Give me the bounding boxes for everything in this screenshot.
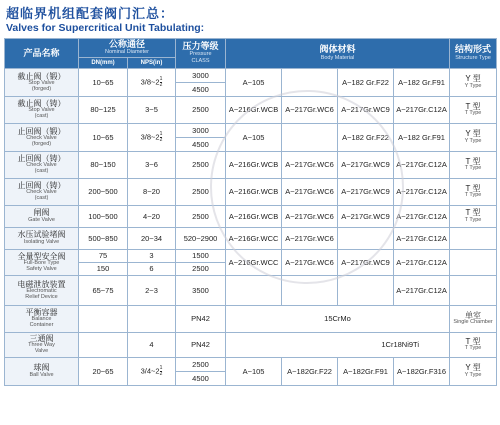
product-name: 球阀 Ball Valve bbox=[5, 358, 79, 386]
nps-cell: 4 bbox=[128, 333, 176, 358]
product-name: 电磁泄放装置 Electromatic Relief Device bbox=[5, 276, 79, 306]
pressure-cell: 4500 bbox=[176, 372, 226, 386]
table-row bbox=[5, 69, 497, 83]
fraction: $\frac{1}{2}$ bbox=[159, 131, 163, 143]
table-row bbox=[5, 152, 497, 179]
pressure-cell: 4500 bbox=[176, 138, 226, 152]
pressure-cell: PN42 bbox=[176, 333, 226, 358]
dn-cell: 200~500 bbox=[79, 179, 128, 206]
structure-cell bbox=[450, 276, 497, 306]
product-name: 全量型安全阀 Full-Bore Type Safety Valve bbox=[5, 250, 79, 276]
structure-cell: Y 型 Y Type bbox=[450, 124, 497, 152]
product-name: 平衡容器 Balance Container bbox=[5, 306, 79, 333]
nps-cell: 3/8~2 $\frac{1}{2}$ bbox=[128, 69, 176, 97]
material-cell bbox=[282, 276, 338, 306]
product-name: 止回阀（铸） Check Valve (cast) bbox=[5, 179, 79, 206]
pressure-cell: 2500 bbox=[176, 152, 226, 179]
material-cell: A~216Gr.WCC bbox=[226, 250, 282, 276]
material-cell: A~217Gr.WC9 bbox=[338, 97, 394, 124]
table-row bbox=[5, 306, 497, 333]
material-cell: A~182 Gr.F91 bbox=[394, 124, 450, 152]
material-cell bbox=[282, 124, 338, 152]
page-title: 超临界机组配套阀门汇总： bbox=[6, 6, 175, 21]
material-cell: A~217Gr.WC6 bbox=[282, 250, 338, 276]
material-cell: A~217Gr.WC9 bbox=[338, 250, 394, 276]
dn-cell: 80~125 bbox=[79, 97, 128, 124]
material-cell: A~217Gr.C12A bbox=[394, 179, 450, 206]
material-cell: A~105 bbox=[226, 358, 282, 386]
product-name: 闸阀 Gate Valve bbox=[5, 206, 79, 228]
material-cell: 1Cr18Ni9Ti bbox=[226, 333, 450, 358]
material-cell: A~182 Gr.F91 bbox=[394, 69, 450, 97]
nps-cell: 2~3 bbox=[128, 276, 176, 306]
material-cell: 15CrMo bbox=[226, 306, 450, 333]
material-cell bbox=[338, 276, 394, 306]
table-row bbox=[5, 358, 497, 372]
material-cell: A~217Gr.C12A bbox=[394, 250, 450, 276]
material-cell: A~216Gr.WCB bbox=[226, 97, 282, 124]
product-name: 截止阀（锻） Stop Valve (forged) bbox=[5, 69, 79, 97]
dn-cell: 80~150 bbox=[79, 152, 128, 179]
material-cell: A~216Gr.WCC bbox=[226, 228, 282, 250]
dn-cell: 10~65 bbox=[79, 69, 128, 97]
table-row bbox=[5, 124, 497, 138]
pressure-cell: 1500 bbox=[176, 250, 226, 263]
material-cell: A~217Gr.WC9 bbox=[338, 206, 394, 228]
nps-cell: 3/4~2 $\frac{1}{2}$ bbox=[128, 358, 176, 386]
table-row bbox=[5, 179, 497, 206]
header-product: 产品名称 bbox=[5, 39, 79, 69]
header-structure: 结构形式 Structure Type bbox=[450, 39, 497, 69]
nps-cell: 8~20 bbox=[128, 179, 176, 206]
material-cell: A~217Gr.WC6 bbox=[282, 152, 338, 179]
material-cell: A~182Gr.F91 bbox=[338, 358, 394, 386]
pressure-cell: PN42 bbox=[176, 306, 226, 333]
material-cell: A~217Gr.C12A bbox=[394, 228, 450, 250]
material-cell: A~216Gr.WCB bbox=[226, 152, 282, 179]
structure-cell: T 型 T Type bbox=[450, 97, 497, 124]
dn-cell: 150 bbox=[79, 263, 128, 276]
material-cell: A~217Gr.C12A bbox=[394, 206, 450, 228]
material-cell: A~217Gr.C12A bbox=[394, 97, 450, 124]
dn-cell: 65~75 bbox=[79, 276, 128, 306]
pressure-cell: 2500 bbox=[176, 206, 226, 228]
nps-cell: 3/8~2 $\frac{1}{2}$ bbox=[128, 124, 176, 152]
pressure-cell: 520~2900 bbox=[176, 228, 226, 250]
nps-cell: 20~34 bbox=[128, 228, 176, 250]
table-row bbox=[5, 97, 497, 124]
pressure-cell: 3000 bbox=[176, 69, 226, 83]
product-name: 止回阀（铸） Check Valve (cast) bbox=[5, 152, 79, 179]
pressure-cell: 2500 bbox=[176, 263, 226, 276]
table-row bbox=[5, 228, 497, 250]
material-cell: A~217Gr.WC6 bbox=[282, 228, 338, 250]
nps-cell: 6 bbox=[128, 263, 176, 276]
valves-table bbox=[4, 38, 497, 386]
dn-cell: 10~65 bbox=[79, 124, 128, 152]
header-body-material: 阀体材料 Body Material bbox=[226, 39, 450, 69]
header-dn: DN(mm) bbox=[79, 58, 128, 69]
material-cell: A~182Gr.F316 bbox=[394, 358, 450, 386]
pressure-cell: 3000 bbox=[176, 124, 226, 138]
pressure-cell: 2500 bbox=[176, 358, 226, 372]
fraction: $\frac{1}{2}$ bbox=[159, 365, 163, 377]
dn-cell: 500~850 bbox=[79, 228, 128, 250]
table-row bbox=[5, 333, 497, 358]
material-cell: A~105 bbox=[226, 124, 282, 152]
table-row bbox=[5, 250, 497, 263]
table-row bbox=[5, 206, 497, 228]
structure-cell: T 型 T Type bbox=[450, 179, 497, 206]
material-cell: A~217Gr.WC9 bbox=[338, 152, 394, 179]
product-name: 截止阀（铸） Stop Valve (cast) bbox=[5, 97, 79, 124]
material-cell: A~217Gr.WC6 bbox=[282, 97, 338, 124]
table-row bbox=[5, 276, 497, 306]
dn-cell: 75 bbox=[79, 250, 128, 263]
material-cell: A~216Gr.WCB bbox=[226, 206, 282, 228]
pressure-cell: 2500 bbox=[176, 179, 226, 206]
dn-cell bbox=[79, 306, 128, 333]
page-subtitle: Valves for Supercritical Unit Tabulating: bbox=[6, 22, 205, 34]
structure-cell: T 型 T Type bbox=[450, 333, 497, 358]
pressure-cell: 2500 bbox=[176, 97, 226, 124]
structure-cell: 单室 Single Chamber bbox=[450, 306, 497, 333]
material-cell: A~182Gr.F22 bbox=[282, 358, 338, 386]
material-cell bbox=[226, 276, 282, 306]
structure-cell: Y 型 Y Type bbox=[450, 358, 497, 386]
dn-cell bbox=[79, 333, 128, 358]
structure-cell: T 型 T Type bbox=[450, 152, 497, 179]
material-cell: A~217Gr.C12A bbox=[394, 276, 450, 306]
nps-cell: 3~5 bbox=[128, 97, 176, 124]
fraction: $\frac{1}{2}$ bbox=[159, 76, 163, 88]
header-nominal: 公称通径 Nominal Diameter bbox=[79, 39, 176, 58]
product-name: 水压试验堵阀 Isolating Valve bbox=[5, 228, 79, 250]
pressure-cell: 3500 bbox=[176, 276, 226, 306]
product-name: 止回阀（锻） Check Valve (forged) bbox=[5, 124, 79, 152]
dn-cell: 20~65 bbox=[79, 358, 128, 386]
structure-cell bbox=[450, 250, 497, 276]
material-cell: A~217Gr.WC9 bbox=[338, 179, 394, 206]
nps-cell: 4~20 bbox=[128, 206, 176, 228]
structure-cell bbox=[450, 228, 497, 250]
material-cell bbox=[282, 69, 338, 97]
table-header-row bbox=[5, 39, 497, 58]
material-cell: A~217Gr.WC6 bbox=[282, 206, 338, 228]
header-pressure: 压力等级 Pressure CLASS bbox=[176, 39, 226, 69]
material-cell bbox=[338, 228, 394, 250]
nps-cell: 3 bbox=[128, 250, 176, 263]
structure-cell: Y 型 Y Type bbox=[450, 69, 497, 97]
pressure-cell: 4500 bbox=[176, 83, 226, 97]
dn-cell: 100~500 bbox=[79, 206, 128, 228]
header-nps: NPS(in) bbox=[128, 58, 176, 69]
material-cell: A~217Gr.WC6 bbox=[282, 179, 338, 206]
material-cell: A~105 bbox=[226, 69, 282, 97]
structure-cell: T 型 T Type bbox=[450, 206, 497, 228]
material-cell: A~182 Gr.F22 bbox=[338, 69, 394, 97]
material-cell: A~182 Gr.F22 bbox=[338, 124, 394, 152]
material-cell: A~217Gr.C12A bbox=[394, 152, 450, 179]
material-cell: A~216Gr.WCB bbox=[226, 179, 282, 206]
product-name: 三通阀 Three Way Valve bbox=[5, 333, 79, 358]
nps-cell bbox=[128, 306, 176, 333]
nps-cell: 3~6 bbox=[128, 152, 176, 179]
